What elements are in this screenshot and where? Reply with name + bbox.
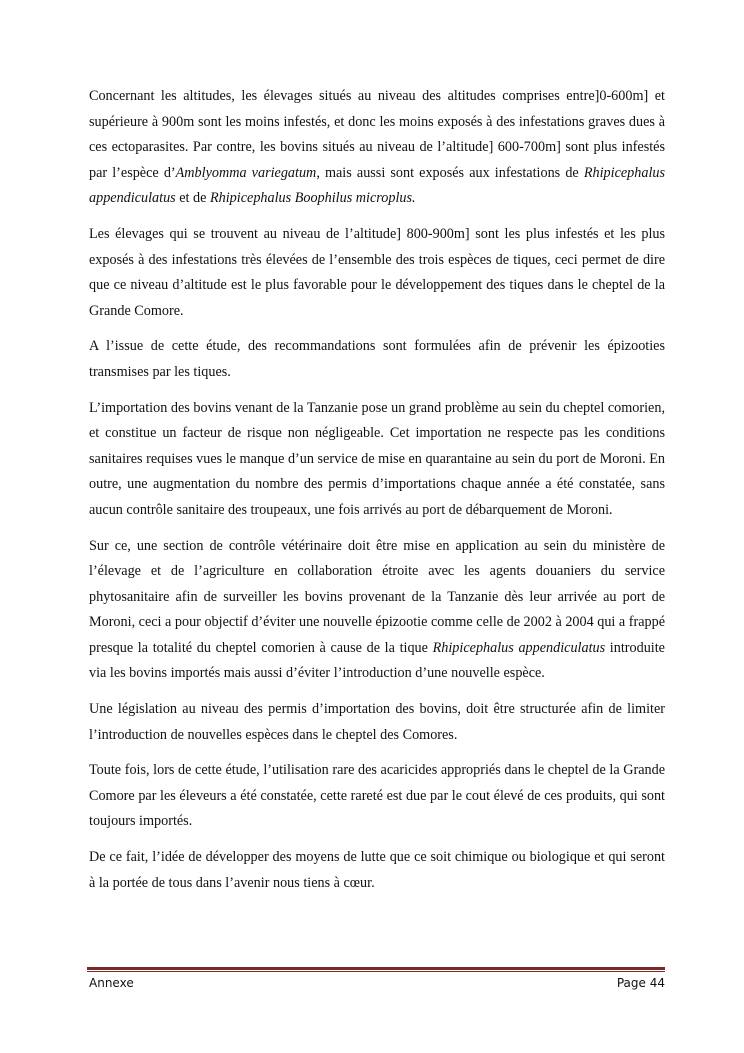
text-run: Concernant les altitudes, les élevages situés au niveau des altitudes comprises entre]0-600m] et supérieure à 900m sont les moins infestés, et donc les moins exposés à des infestations graves dues à ces ectoparasites. Par contre, les bovins situés au niveau de l’altitude] 600-700m] sont plus infestés par l’espèce d’	[89, 88, 665, 181]
text-run: et de	[175, 190, 210, 207]
italic-species-name: Rhipicephalus appendiculatus	[432, 639, 606, 656]
body-paragraph	[89, 334, 665, 385]
body-paragraph	[89, 222, 665, 324]
footer-divider-thick-line	[87, 967, 665, 970]
text-run: introduite via les bovins importés mais aussi d’éviter l’introduction d’une nouvelle espèce.	[89, 639, 665, 682]
text-run: De ce fait, l’idée de développer des moyens de lutte que ce soit chimique ou biologique et qui seront à la portée de tous dans l’avenir nous tiens à cœur.	[89, 849, 665, 891]
footer-divider	[87, 967, 665, 972]
text-run: A l’issue de cette étude, des recommandations sont formulées afin de prévenir les épizooties transmises par les tiques.	[89, 338, 665, 380]
italic-species-name: Amblyomma variegatum	[175, 164, 317, 181]
body-paragraph	[89, 697, 665, 748]
body-paragraph	[89, 84, 665, 212]
page-number: Page 44	[616, 976, 665, 990]
text-run: , mais aussi sont exposés aux infestations de	[316, 164, 584, 181]
body-paragraph	[89, 534, 665, 688]
text-run: Toute fois, lors de cette étude, l’utilisation rare des acaricides appropriés dans le cheptel de la Grande Comore par les éleveurs a été constatée, cette rareté est due par le cout élevé de ces produits, qui sont toujours importés.	[89, 762, 665, 830]
text-run: Les élevages qui se trouvent au niveau de l’altitude] 800-900m] sont les plus infestés et les plus exposés à des infestations très élevées de l’ensemble des trois espèces de tiques, ceci permet de dire que ce niveau d’altitude est le plus favorable pour le développement des tiques dans le cheptel de la Grande Comore.	[89, 225, 665, 319]
italic-species-name: Rhipicephalus appendiculatus	[89, 164, 665, 207]
footer-section-label: Annexe	[89, 976, 134, 990]
body-paragraph	[89, 396, 665, 524]
text-run: Une législation au niveau des permis d’importation des bovins, doit être structurée afin de limiter l’introduction de nouvelles espèces dans le cheptel des Comores.	[89, 701, 665, 743]
italic-species-name: Rhipicephalus Boophilus microplus.	[209, 190, 416, 207]
footer-divider-thin-line	[87, 971, 665, 972]
text-run: L’importation des bovins venant de la Tanzanie pose un grand problème au sein du cheptel comorien, et constitue un facteur de risque non négligeable. Cet importation ne respecte pas les conditions sanitaires requises vues le manque d’un service de mise en quarantaine au sein du port de Moroni. En outre, une augmentation du nombre des permis d’importations chaque année a été constatée, sans aucun contrôle sanitaire des troupeaux, une fois arrivés au port de débarquement de Moroni.	[89, 399, 665, 518]
body-paragraph	[89, 758, 665, 835]
body-paragraph	[89, 845, 665, 896]
document-body	[89, 84, 665, 906]
text-run: Sur ce, une section de contrôle vétérinaire doit être mise en application au sein du ministère de l’élevage et de l’agriculture en collaboration étroite avec les agents douaniers du service phytosanitaire afin de surveiller les bovins provenant de la Tanzanie dès leur arrivée au port de Moroni, ceci a pour objectif d’éviter une nouvelle épizootie comme celle de 2002 à 2004 qui a frappé presque la totalité du cheptel comorien à cause de la tique	[89, 537, 665, 656]
page-footer	[89, 976, 665, 994]
